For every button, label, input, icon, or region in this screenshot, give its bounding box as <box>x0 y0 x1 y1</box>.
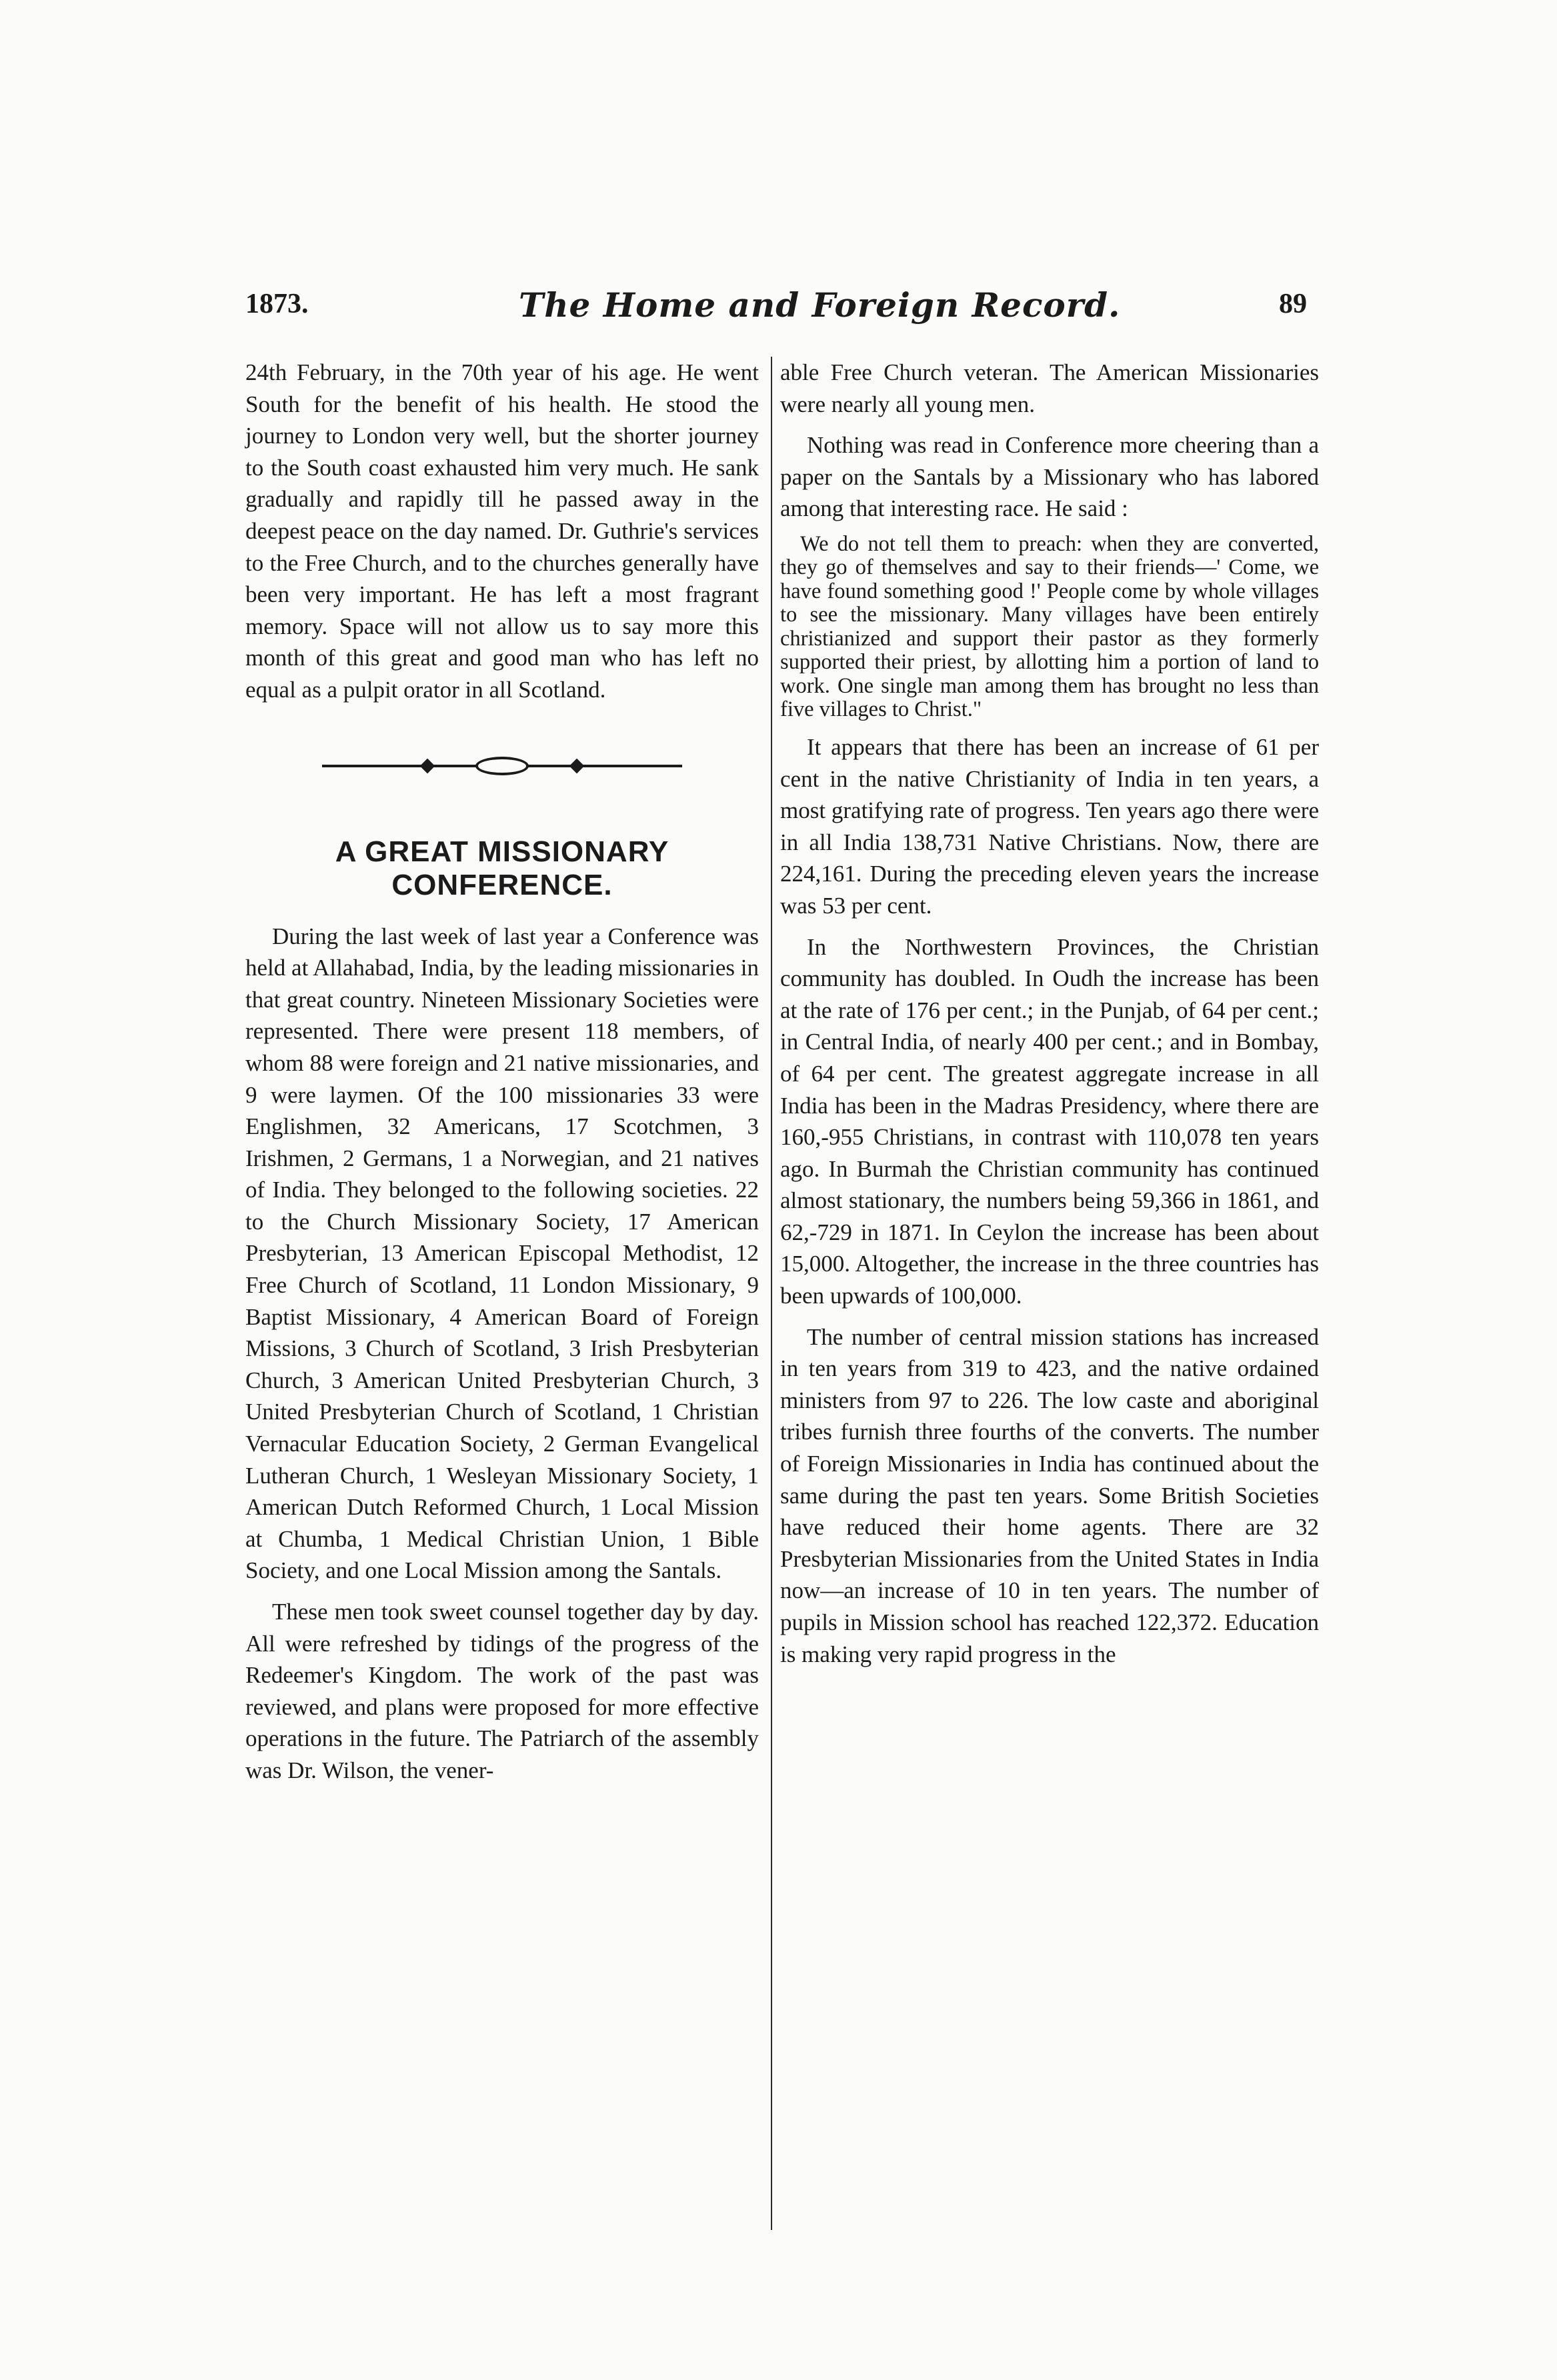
paragraph-veteran: able Free Church veteran. The American Missionaries were nearly all young men. <box>780 359 1319 417</box>
paragraph-stations: The number of central mission stations has increased in ten years from 319 to 423, and the native ordained ministers from 97 to 226. The low caste and aboriginal tribes furnish three fourths of the converts. The number of Foreign Missionaries in India has continued about the same during the past ten years. Some British Societies have reduced their home agents. There are 32 Presbyterian Missionaries from the United States in India now—an increase of 10 in ten years. The number of pupils in Mission school has reached 122,372. Education is making very rapid progress in the <box>780 1323 1319 1667</box>
column-rule <box>771 357 772 2230</box>
paragraph-provinces: In the Northwestern Provinces, the Christian community has doubled. In Oudh the increase has been at the rate of 176 per cent.; in the Punjab, of 64 per cent.; in Central India, of nearly 400 per cent.; and in Bombay, of 64 per cent. The greatest aggregate increase in all India has been in the Madras Presidency, where there are 160,-955 Christians, in contrast with 110,078 ten years ago. In Burmah the Christian community has continued almost stationary, the numbers being 59,366 in 1861, and 62,-729 in 1871. In Ceylon the increase has been about 15,000. Altogether, the increase in the three countries has been upwards of 100,000. <box>780 933 1319 1309</box>
block-quote: We do not tell them to preach: when they are converted, they go of themselves and say to their friends—' Come, we have found something good !' People come by whole villages to see the missionary. Many villages have been entirely christianized and support their pastor as they formerly supported their priest, by allotting him a portion of land to work. One single man among them has brought no less than five villages to Christ." <box>780 531 1319 722</box>
page-number: 89 <box>1279 289 1307 319</box>
paragraph-counsel: These men took sweet counsel together day by day. All were refreshed by tidings of the progress of the Redeemer's Kingdom. The work of the past was reviewed, and plans were proposed for more effective operations in the future. The Patriarch of the assembly was Dr. Wilson, the vener- <box>245 1599 759 1783</box>
right-column <box>780 357 1319 1670</box>
paragraph-conference: During the last week of last year a Conference was held at Allahabad, India, by the leading missionaries in that great country. Nineteen Missionary Societies were represented. There were present 118 members, of whom 88 were foreign and 21 native missionaries, and 9 were laymen. Of the 100 missionaries 33 were Englishmen, 32 Americans, 17 Scotchmen, 3 Irishmen, 2 Germans, 1 a Norwegian, and 21 natives of India. They belonged to the following societies. 22 to the Church Missionary Society, 17 American Presbyterian, 13 American Episcopal Methodist, 12 Free Church of Scotland, 11 London Missionary, 9 Baptist Missionary, 4 American Board of Foreign Missions, 3 Church of Scotland, 3 Irish Presbyterian Church, 3 American United Presbyterian Church, 3 United Presbyterian Church of Scotland, 1 Christian Vernacular Education Society, 2 German Evangelical Lutheran Church, 1 Wesleyan Missionary Society, 1 American Dutch Reformed Church, 1 Local Mission at Chumba, 1 Medical Christian Union, 1 Bible Society, and one Local Mission among the Santals. <box>245 923 759 1584</box>
paragraph-guthrie: 24th February, in the 70th year of his age. He went South for the benefit of his health. He stood the journey to London very well, but the shorter journey to the South coast exhausted him very much. He sank gradually and rapidly till he passed away in the deepest peace on the day named. Dr. Guthrie's services to the Free Church, and to the churches generally have been very important. He has left a most fragrant memory. Space will not allow us to say more this month of this great and good man who has left no equal as a pulpit orator in all Scotland. <box>245 359 759 703</box>
page-header <box>245 285 1320 335</box>
header-year: 1873. <box>245 289 309 319</box>
article-heading: A GREAT MISSIONARY CONFERENCE. <box>335 835 669 901</box>
paragraph-santals: Nothing was read in Conference more cheering than a paper on the Santals by a Missionary who has labored among that interesting race. He said : <box>780 432 1319 522</box>
left-column <box>245 357 759 1787</box>
header-title: The Home and Foreign Record. <box>519 285 1121 325</box>
ornament-divider <box>322 757 682 775</box>
paragraph-increase: It appears that there has been an increase of 61 per cent in the native Christianity of India in ten years, a most gratifying rate of progress. Ten years ago there were in all India 138,731 Native Christians. Now, there are 224,161. During the preceding eleven years the increase was 53 per cent. <box>780 733 1319 919</box>
